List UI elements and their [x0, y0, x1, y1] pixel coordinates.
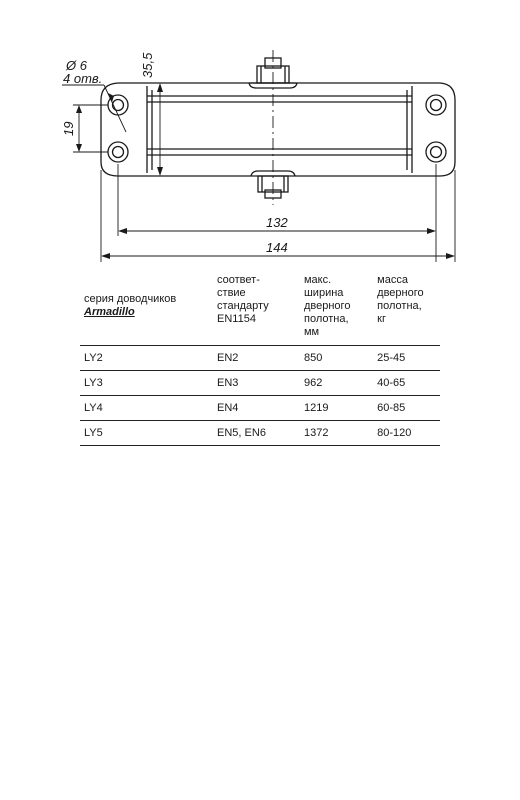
- cell-standard: EN4: [213, 396, 300, 421]
- closer-body-outline: [101, 83, 455, 176]
- header-mass: [373, 272, 440, 346]
- header-width: [300, 272, 373, 346]
- header-standard: [213, 272, 300, 346]
- header-standard-label: соответ- ствие стандарту EN1154: [217, 274, 269, 325]
- dim-hole-spacing: 19: [61, 121, 76, 136]
- header-series-label: серия доводчиков: [84, 293, 177, 305]
- cell-mass: 60-85: [373, 396, 440, 421]
- cell-standard: EN3: [213, 371, 300, 396]
- cell-series: LY5: [80, 421, 213, 446]
- table-header-row: [80, 272, 440, 346]
- cell-width: 962: [300, 371, 373, 396]
- dim-hole-count: 4 отв.: [63, 71, 103, 86]
- table-row: [80, 371, 440, 396]
- table-row: [80, 396, 440, 421]
- cell-series: LY4: [80, 396, 213, 421]
- cell-mass: 80-120: [373, 421, 440, 446]
- mounting-hole-bottom-left: [108, 142, 128, 162]
- cell-series: LY3: [80, 371, 213, 396]
- header-series-brand: Armadillo: [84, 306, 135, 318]
- mounting-hole-top-right: [426, 95, 446, 115]
- header-mass-label: масса дверного полотна, кг: [377, 274, 424, 325]
- cell-standard: EN2: [213, 346, 300, 371]
- dim-height: 35,5: [140, 52, 155, 78]
- table-row: [80, 421, 440, 446]
- door-closer-drawing: [0, 0, 520, 270]
- cell-series: LY2: [80, 346, 213, 371]
- spec-table: [80, 272, 440, 446]
- cell-standard: EN5, EN6: [213, 421, 300, 446]
- table-row: [80, 346, 440, 371]
- header-series: [80, 272, 213, 346]
- dim-total-length: 144: [266, 240, 288, 255]
- cell-mass: 25-45: [373, 346, 440, 371]
- cell-width: 850: [300, 346, 373, 371]
- cell-mass: 40-65: [373, 371, 440, 396]
- cell-width: 1219: [300, 396, 373, 421]
- mounting-hole-bottom-right: [426, 142, 446, 162]
- cell-width: 1372: [300, 421, 373, 446]
- dim-hole-diameter: Ø 6: [66, 58, 87, 73]
- header-width-label: макс. ширина дверного полотна, мм: [303, 274, 351, 338]
- dim-inner-length: 132: [266, 215, 288, 230]
